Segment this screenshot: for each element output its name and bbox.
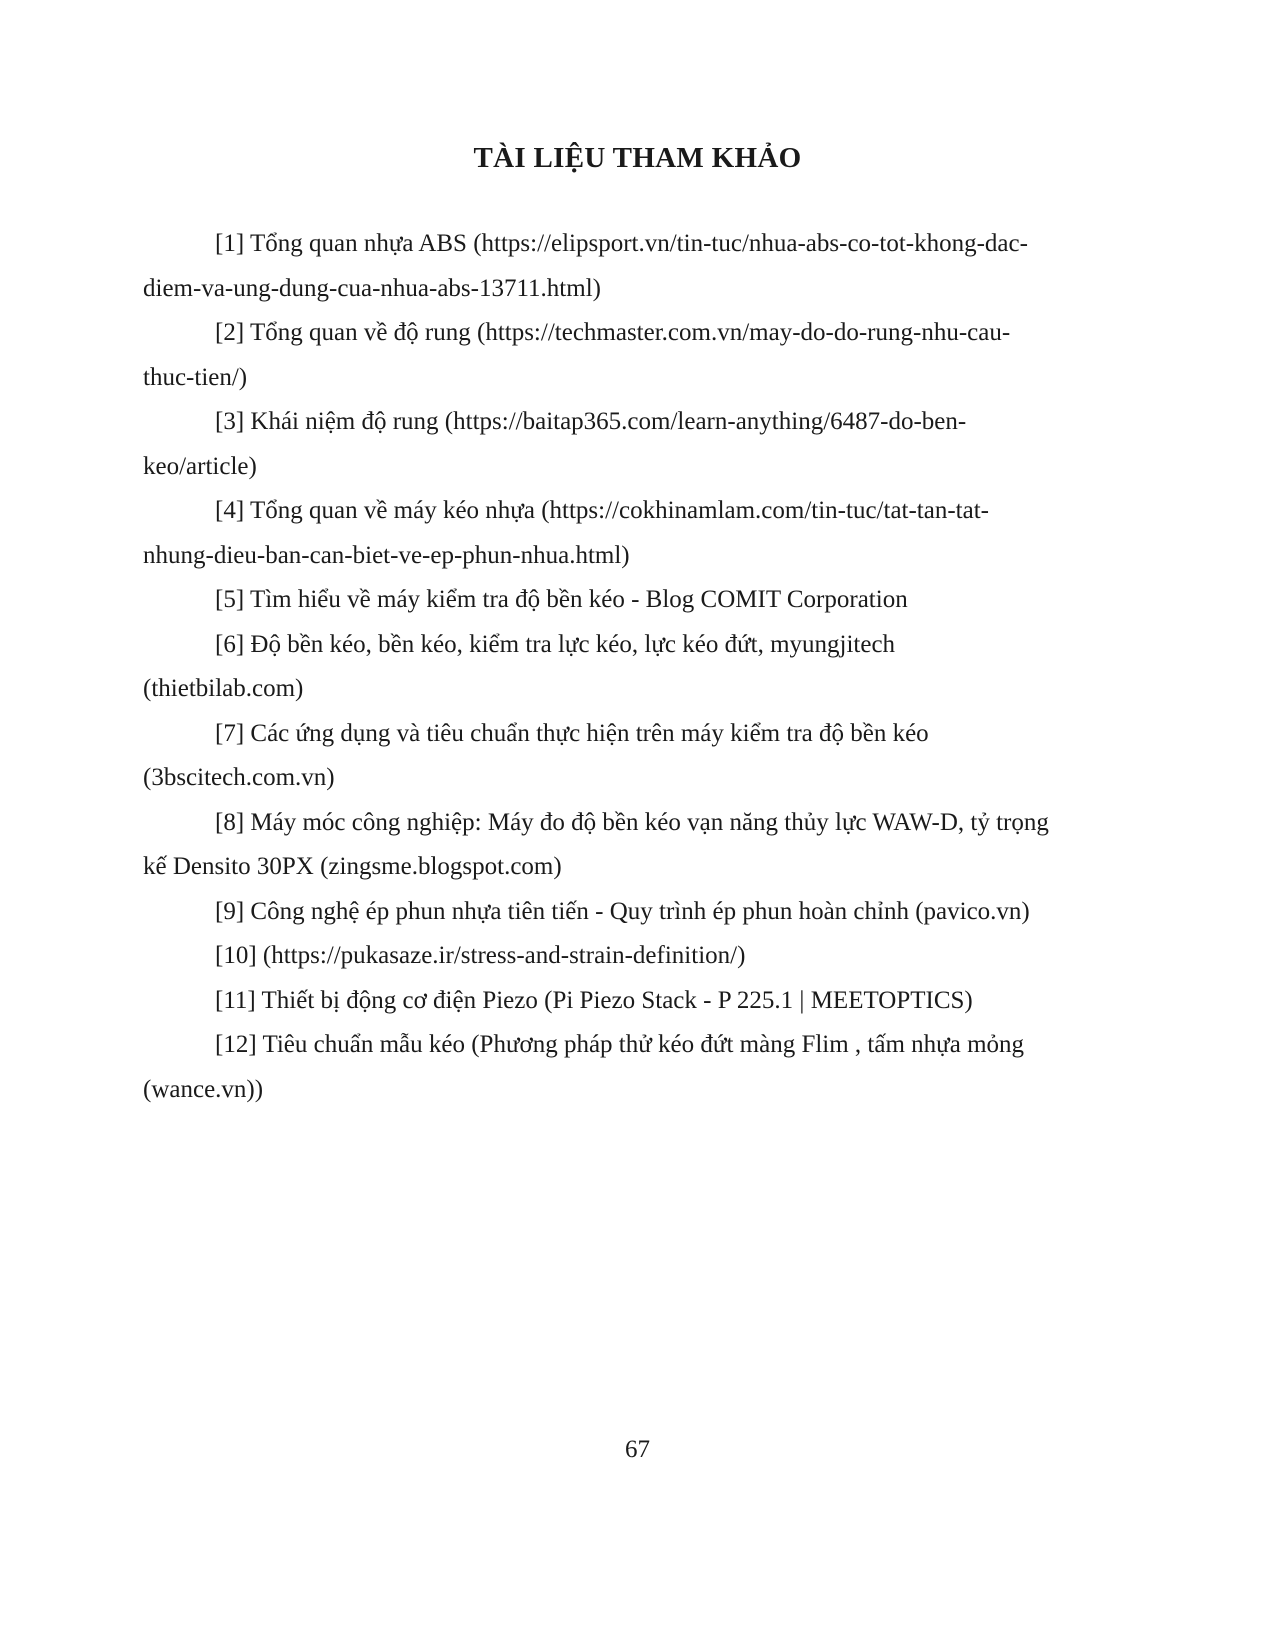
reference-item: [2] Tổng quan về độ rung (https://techmaster.com.vn/may-do-do-rung-nhu-cau-thuc-tien/) (143, 319, 1011, 391)
reference-list (143, 222, 1053, 1112)
reference-item: [1] Tổng quan nhựa ABS (https://elipsport.vn/tin-tuc/nhua-abs-co-tot-khong-dac-diem-va-ung-dung-cua-nhua-abs-13711.html) (143, 230, 1028, 302)
reference-item: [10] (https://pukasaze.ir/stress-and-strain-definition/) (215, 942, 746, 969)
reference-item: [11] Thiết bị động cơ điện Piezo (Pi Piezo Stack - P 225.1 | MEETOPTICS) (215, 986, 973, 1014)
reference-item: [7] Các ứng dụng và tiêu chuẩn thực hiện trên máy kiểm tra độ bền kéo (3bscitech.com.vn) (143, 719, 929, 791)
reference-item: [9] Công nghệ ép phun nhựa tiên tiến - Quy trình ép phun hoàn chỉnh (pavico.vn) (215, 897, 1030, 925)
reference-item: [4] Tổng quan về máy kéo nhựa (https://cokhinamlam.com/tin-tuc/tat-tan-tat-nhung-dieu-ban-can-biet-ve-ep-phun-nhua.html) (143, 497, 989, 569)
page-title: TÀI LIỆU THAM KHẢO (473, 142, 802, 174)
page-number: 67 (625, 1436, 650, 1463)
reference-item: [3] Khái niệm độ rung (https://baitap365.com/learn-anything/6487-do-ben-keo/article) (143, 408, 967, 480)
reference-item: [8] Máy móc công nghiệp: Máy đo độ bền kéo vạn năng thủy lực WAW-D, tỷ trọng kế Densito 30PX (zingsme.blogspot.com) (143, 808, 1049, 880)
reference-item: [12] Tiêu chuẩn mẫu kéo (Phương pháp thử kéo đứt màng Flim , tấm nhựa mỏng (wance.vn)) (143, 1031, 1025, 1103)
reference-item: [5] Tìm hiểu về máy kiểm tra độ bền kéo - Blog COMIT Corporation (215, 586, 908, 613)
reference-item: [6] Độ bền kéo, bền kéo, kiểm tra lực kéo, lực kéo đứt, myungjitech (thietbilab.com) (143, 630, 896, 702)
